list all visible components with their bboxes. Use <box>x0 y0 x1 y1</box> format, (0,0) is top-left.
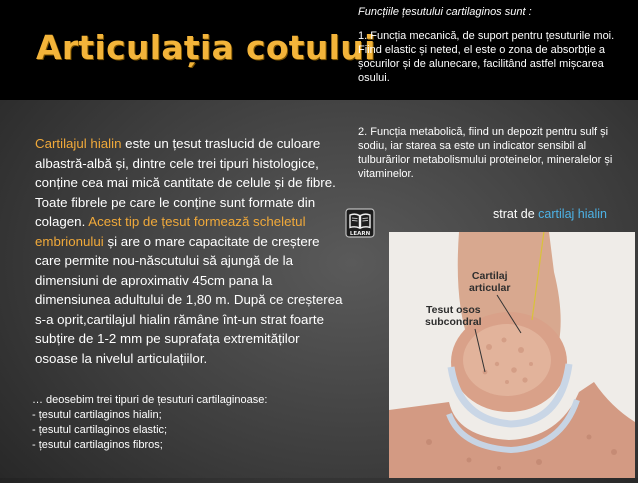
slide-title: Articulația cotului <box>36 28 376 67</box>
function-item-mechanical: 1. Funcția mecanică, de suport pentru țesuturile moi. Fiind elastic și neted, el este o zona de absorbție a șocurilor și de alunecare, facilitând astfel mișcarea osului. <box>358 30 615 84</box>
book-icon[interactable] <box>345 208 375 238</box>
subchondral-bone-label-line1: Tesut osos <box>425 304 481 316</box>
figure-caption-highlight: cartilaj hialin <box>538 207 607 221</box>
cartilage-types-list <box>32 393 332 453</box>
elbow-cross-section-image <box>389 232 635 478</box>
functions-intro-block <box>358 5 634 85</box>
types-item: - țesutul cartilaginos fibros; <box>32 439 163 451</box>
articular-cartilage-label-line2: articular <box>469 282 511 294</box>
articular-cartilage-label-line1: Cartilaj <box>471 270 508 282</box>
main-paragraph <box>35 134 345 368</box>
functions-intro: Funcțiile țesutului cartilaginos sunt : <box>358 6 532 18</box>
learn-label: LEARN <box>349 231 371 237</box>
functions-metabolic-block <box>358 125 634 181</box>
figure-caption-prefix: strat de <box>493 207 539 221</box>
types-heading: … deosebim trei tipuri de țesuturi cartilaginoase: <box>32 394 268 406</box>
types-item: - țesutul cartilaginos elastic; <box>32 424 168 436</box>
subchondral-bone-label <box>425 304 482 328</box>
figure-caption <box>493 207 607 221</box>
subchondral-bone-label-line2: subcondral <box>425 316 482 328</box>
function-item-metabolic: 2. Funcția metabolică, fiind un depozit pentru sulf și sodiu, iar starea sa este un indicator sensibil al tulburărilor metabolismului proteinelor, mineralelor și vitaminelor. <box>358 126 613 180</box>
main-text-part: este un țesut traslucid de culoare albastră-albă și, dintre cele trei tipuri histologice, conține cea mai mică cantitate de celule și de fibre. Toate fibrele pe care le conține sunt formate din colagen. <box>35 136 336 229</box>
articular-cartilage-label <box>469 270 510 294</box>
types-item: - țesutul cartilaginos hialin; <box>32 409 162 421</box>
main-text-part: și are o mare capacitate de creștere care permite nou-născutului să ajungă de la dimensiuni de aproximativ 45cm pana la dimensiunea adultului de 1,80 m. După ce creșterea s-a oprit,cartilajul hialin rămâne înt-un strat foarte subțire de 1-2 mm pe suprafața extremităților osoase la nivelul articulațiilor. <box>35 233 343 366</box>
hyaline-cartilage-term: Cartilajul hialin <box>35 136 122 151</box>
embryo-skeleton-highlight: Acest tip de țesut formează scheletul embrionului <box>35 214 306 249</box>
